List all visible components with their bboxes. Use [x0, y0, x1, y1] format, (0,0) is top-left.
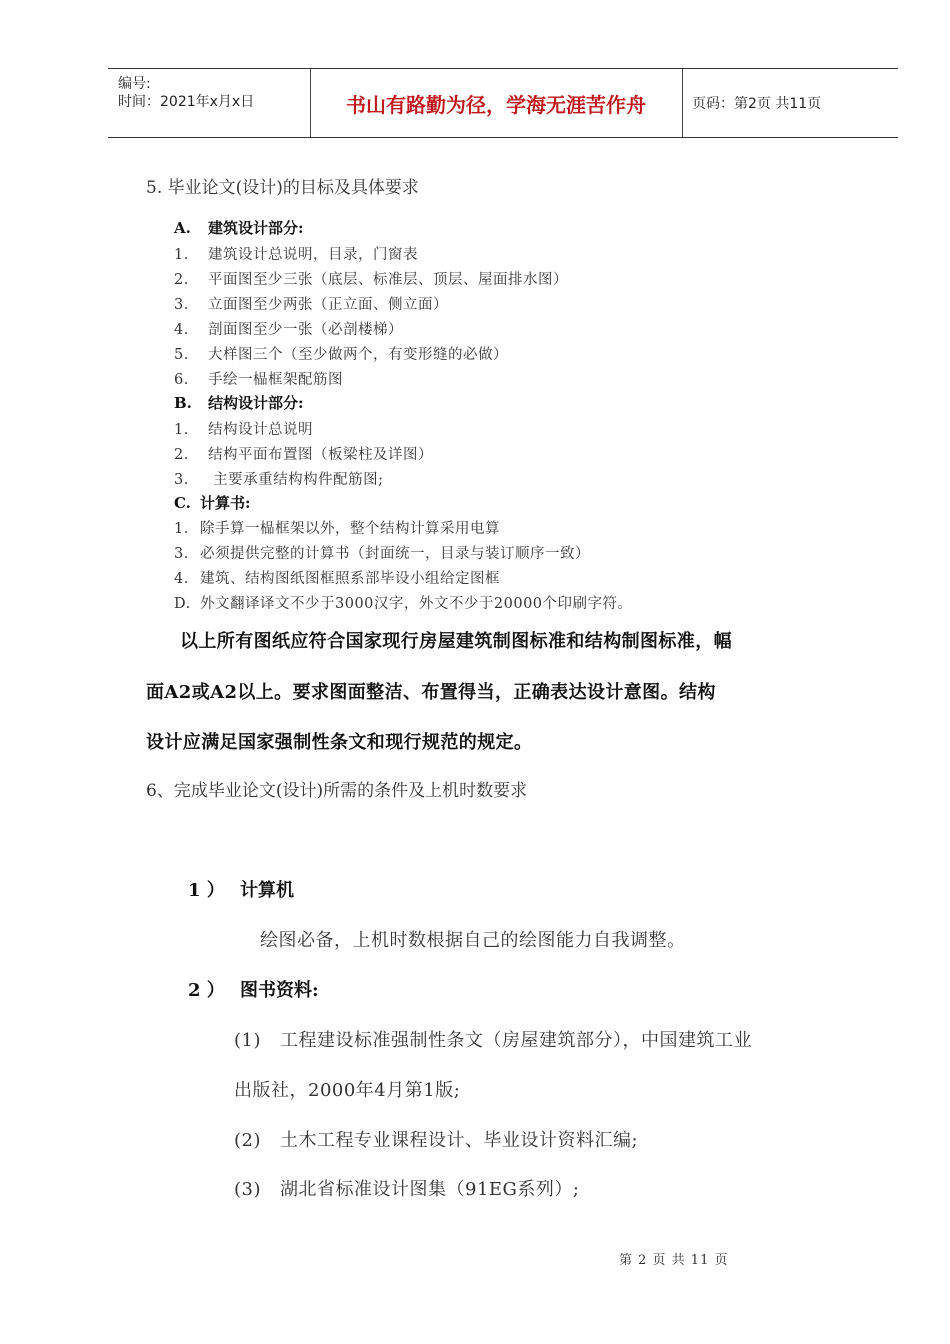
partB-heading [174, 392, 304, 413]
reference-number: (1) [234, 1030, 261, 1051]
reference-item [234, 1126, 638, 1152]
header-motto: 书山有路勤为径，学海无涯苦作舟 [310, 69, 683, 137]
item-number: 2. [174, 272, 189, 288]
item-number: D. [174, 596, 191, 612]
partA-item [174, 243, 418, 264]
reference-number: (3) [234, 1179, 261, 1200]
reference-text: 土木工程专业课程设计、毕业设计资料汇编; [280, 1130, 639, 1151]
item-text: 除手算一榀框架以外，整个结构计算采用电算 [200, 521, 500, 537]
partA-item [174, 293, 448, 314]
page-footer: 第 2 页 共 11 页 [619, 1253, 729, 1268]
page-header [108, 68, 898, 138]
partB-item [174, 468, 384, 489]
partB-title: 结构设计部分: [208, 394, 304, 412]
header-date-label: 时间：2021年x月x日 [118, 94, 255, 110]
item-text: 建筑设计总说明，目录，门窗表 [208, 247, 418, 263]
partA-title: 建筑设计部分: [208, 219, 304, 237]
partA-item [174, 343, 508, 364]
item-text: 主要承重结构构件配筋图; [208, 472, 384, 488]
item-number: 3. [174, 472, 189, 488]
partA-heading [174, 217, 304, 238]
item-number: 3. [174, 297, 189, 313]
item1-desc: 绘图必备，上机时数根据自己的绘图能力自我调整。 [260, 930, 686, 951]
requirement-line: 面A2或A2以上。要求图面整洁、布置得当，正确表达设计意图。结构 [146, 682, 716, 703]
reference-text: 湖北省标准设计图集（91EG系列）; [280, 1179, 580, 1200]
item-number: 4. [174, 571, 189, 587]
item-number: 1. [174, 422, 189, 438]
requirement-line: 以上所有图纸应符合国家现行房屋建筑制图标准和结构制图标准，幅 [180, 631, 732, 652]
item-number: 1. [174, 521, 189, 537]
partC-item [174, 542, 590, 563]
partC-item [174, 517, 500, 538]
partA-label: A. [174, 219, 191, 237]
item-text: 立面图至少两张（正立面、侧立面） [208, 297, 448, 313]
header-meta-cell [108, 69, 311, 137]
item-number: 4. [174, 322, 189, 338]
item2-label: 2 ） [188, 980, 225, 1001]
partC-label: C. [174, 494, 191, 512]
item-text: 建筑、结构图纸图框照系部毕设小组给定图框 [200, 571, 500, 587]
reference-continuation: 出版社，2000年4月第1版; [234, 1080, 461, 1101]
partB-item [174, 443, 433, 464]
reference-text: 工程建设标准强制性条文（房屋建筑部分），中国建筑工业 [280, 1030, 752, 1051]
partB-item [174, 418, 313, 439]
item-text: 手绘一榀框架配筋图 [208, 372, 343, 388]
item-number: 5. [174, 347, 189, 363]
section5-title: 5. 毕业论文(设计)的目标及具体要求 [146, 178, 419, 198]
partC-title: 计算书: [200, 494, 251, 512]
partA-item [174, 268, 568, 289]
item2-title: 图书资料: [240, 980, 319, 1001]
item-number: 2. [174, 447, 189, 463]
item-text: 外文翻译译文不少于3000汉字，外文不少于20000个印刷字符。 [200, 596, 633, 612]
item-text: 大样图三个（至少做两个，有变形缝的必做） [208, 347, 508, 363]
item-number: 6. [174, 372, 189, 388]
partC-item [174, 592, 633, 613]
reference-item [234, 1175, 580, 1201]
item1-heading [188, 876, 294, 902]
partC-item [174, 567, 500, 588]
item-number: 1. [174, 247, 189, 263]
item-text: 结构设计总说明 [208, 422, 313, 438]
item1-label: 1 ） [188, 880, 225, 901]
partA-item [174, 368, 343, 389]
item2-heading [188, 976, 319, 1002]
item-text: 剖面图至少一张（必剖楼梯） [208, 322, 403, 338]
requirement-line: 设计应满足国家强制性条文和现行规范的规定。 [146, 732, 533, 753]
partB-label: B. [174, 394, 192, 412]
item-text: 结构平面布置图（板梁柱及详图） [208, 447, 433, 463]
partC-heading [174, 492, 251, 513]
header-page-info: 页码：第2页 共11页 [692, 96, 822, 112]
item-text: 平面图至少三张（底层、标准层、顶层、屋面排水图） [208, 272, 568, 288]
reference-item [234, 1026, 752, 1052]
section6-title: 6、完成毕业论文(设计)所需的条件及上机时数要求 [146, 781, 528, 801]
header-code-label: 编号: [118, 76, 151, 92]
reference-number: (2) [234, 1130, 261, 1151]
item1-title: 计算机 [240, 880, 294, 901]
partA-item [174, 318, 403, 339]
item-number: 3. [174, 546, 189, 562]
item-text: 必须提供完整的计算书（封面统一，目录与装订顺序一致） [200, 546, 590, 562]
